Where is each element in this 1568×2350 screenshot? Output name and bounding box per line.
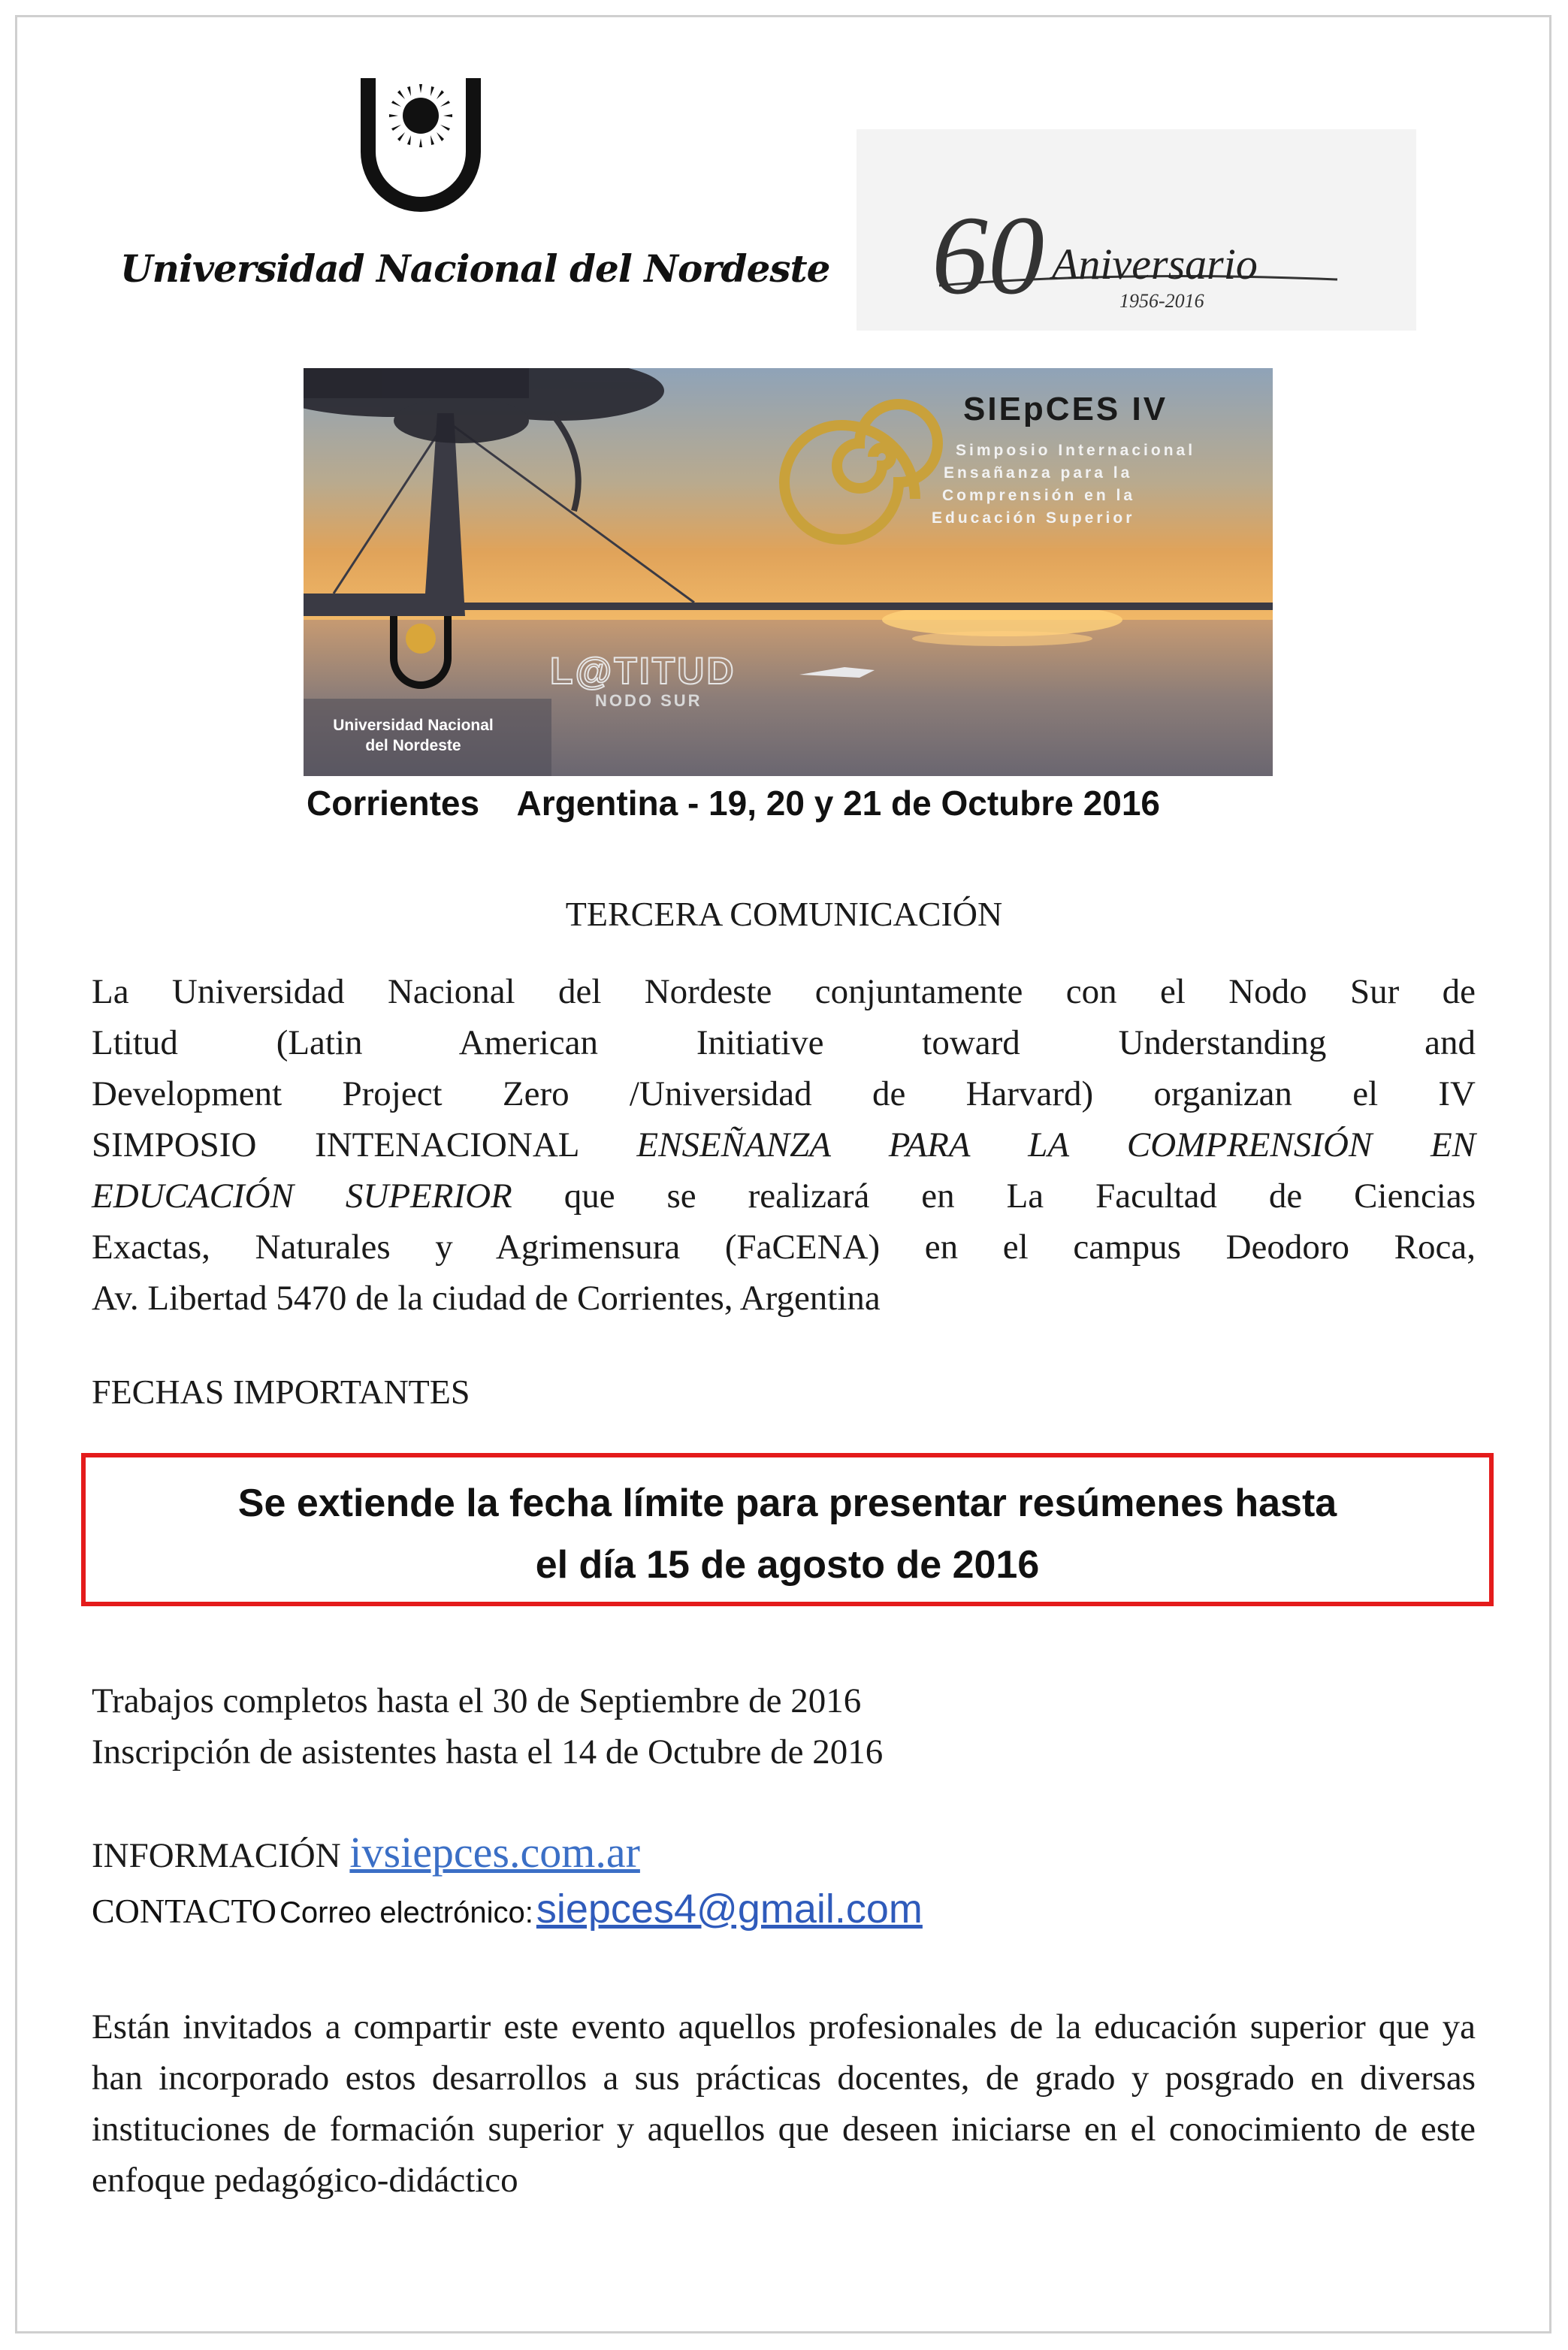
intro-paragraph: [92, 966, 1476, 1324]
intro-word: (Latin: [276, 1023, 363, 1062]
important-dates-heading: FECHAS IMPORTANTES: [92, 1373, 470, 1411]
intro-line: [92, 1119, 1476, 1170]
intro-word: and: [1424, 1023, 1476, 1062]
event-location: [307, 783, 1160, 823]
intro-line: [92, 1170, 1476, 1222]
event-acronym: SIEpCES IV: [963, 391, 1168, 427]
deadline-alert-line: el día 15 de agosto de 2016: [535, 1543, 1040, 1587]
university-name: Universidad Nacional del Nordeste: [120, 246, 830, 291]
intro-line: Development Project Zero /Universidad de Harvard) organizan el IV: [92, 1074, 1476, 1113]
university-logo: [353, 69, 488, 212]
intro-word: toward: [922, 1023, 1020, 1062]
symposium-title: ENSEÑANZA PARA LA COMPRENSIÓN EN: [636, 1125, 1476, 1164]
date-item-inscripcion: Inscripción de asistentes hasta el 14 de Octubre de 2016: [92, 1732, 884, 1772]
intro-normal: que se realizará en La Facultad de Ciencias: [563, 1177, 1476, 1216]
anniversary-number: 60: [932, 193, 1044, 316]
contact-label: CONTACTO: [92, 1892, 276, 1930]
deadline-alert-line: Se extiende la fecha límite para presentar resúmenes hasta: [237, 1482, 1337, 1525]
intro-line: Av. Libertad 5470 de la ciudad de Corrientes, Argentina: [92, 1279, 881, 1318]
location-dates: Argentina - 19, 20 y 21 de Octubre 2016: [516, 784, 1160, 823]
intro-word: Initiative: [696, 1023, 824, 1062]
intro-word: American: [458, 1023, 599, 1062]
intro-line: Exactas, Naturales y Agrimensura (FaCENA) en el campus Deodoro Roca,: [92, 1228, 1476, 1267]
anniversary-word: Aniversario: [1052, 240, 1258, 288]
anniversary-years: 1956-2016: [1119, 290, 1204, 312]
location-city: Corrientes: [307, 784, 480, 823]
closing-paragraph: Están invitados a compartir este evento aquellos profesionales de la educación superior que ya han incorporado estos desarrollos a sus prácticas docentes, de grado y posgrado en diversas instituciones de formación superior y aquellos que deseen iniciarse en el conocimiento de este enfoque pedagógico-didáctico: [92, 2007, 1476, 2200]
event-subtitle-line: Comprensión en la: [942, 487, 1136, 504]
intro-word: Ltitud: [92, 1023, 178, 1062]
intro-word: Understanding: [1118, 1023, 1327, 1062]
information-line: [92, 1827, 640, 1877]
banner-university-line: del Nordeste: [365, 737, 461, 754]
latitud-logo: L@TITUD: [550, 650, 736, 692]
intro-line: [92, 1017, 1476, 1068]
email-label: Correo electrónico:: [279, 1896, 533, 1929]
banner-university-label: [313, 715, 514, 756]
event-banner: [304, 368, 1273, 776]
banner-university-line: Universidad Nacional: [333, 717, 494, 734]
date-item-trabajos: Trabajos completos hasta el 30 de Septiembre de 2016: [92, 1681, 862, 1720]
nodo-sur-label: NODO SUR: [595, 691, 702, 710]
intro-line: La Universidad Nacional del Nordeste conjuntamente con el Nodo Sur de: [92, 972, 1476, 1011]
deadline-alert-text: [81, 1473, 1494, 1596]
website-link[interactable]: ivsiepces.com.ar: [349, 1828, 640, 1877]
dates-list: [92, 1675, 883, 1778]
event-subtitle-line: Educación Superior: [932, 509, 1135, 527]
event-subtitle-line: Ensañanza para la: [944, 464, 1133, 482]
information-label: INFORMACIÓN: [92, 1836, 341, 1875]
email-link[interactable]: siepces4@gmail.com: [536, 1886, 923, 1932]
contact-line: [92, 1886, 923, 1932]
event-subtitle-line: Simposio Internacional: [956, 442, 1196, 459]
intro-normal: SIMPOSIO INTENACIONAL: [92, 1125, 579, 1164]
symposium-title: EDUCACIÓN SUPERIOR: [92, 1177, 512, 1216]
communication-heading: TERCERA COMUNICACIÓN: [565, 895, 1003, 933]
